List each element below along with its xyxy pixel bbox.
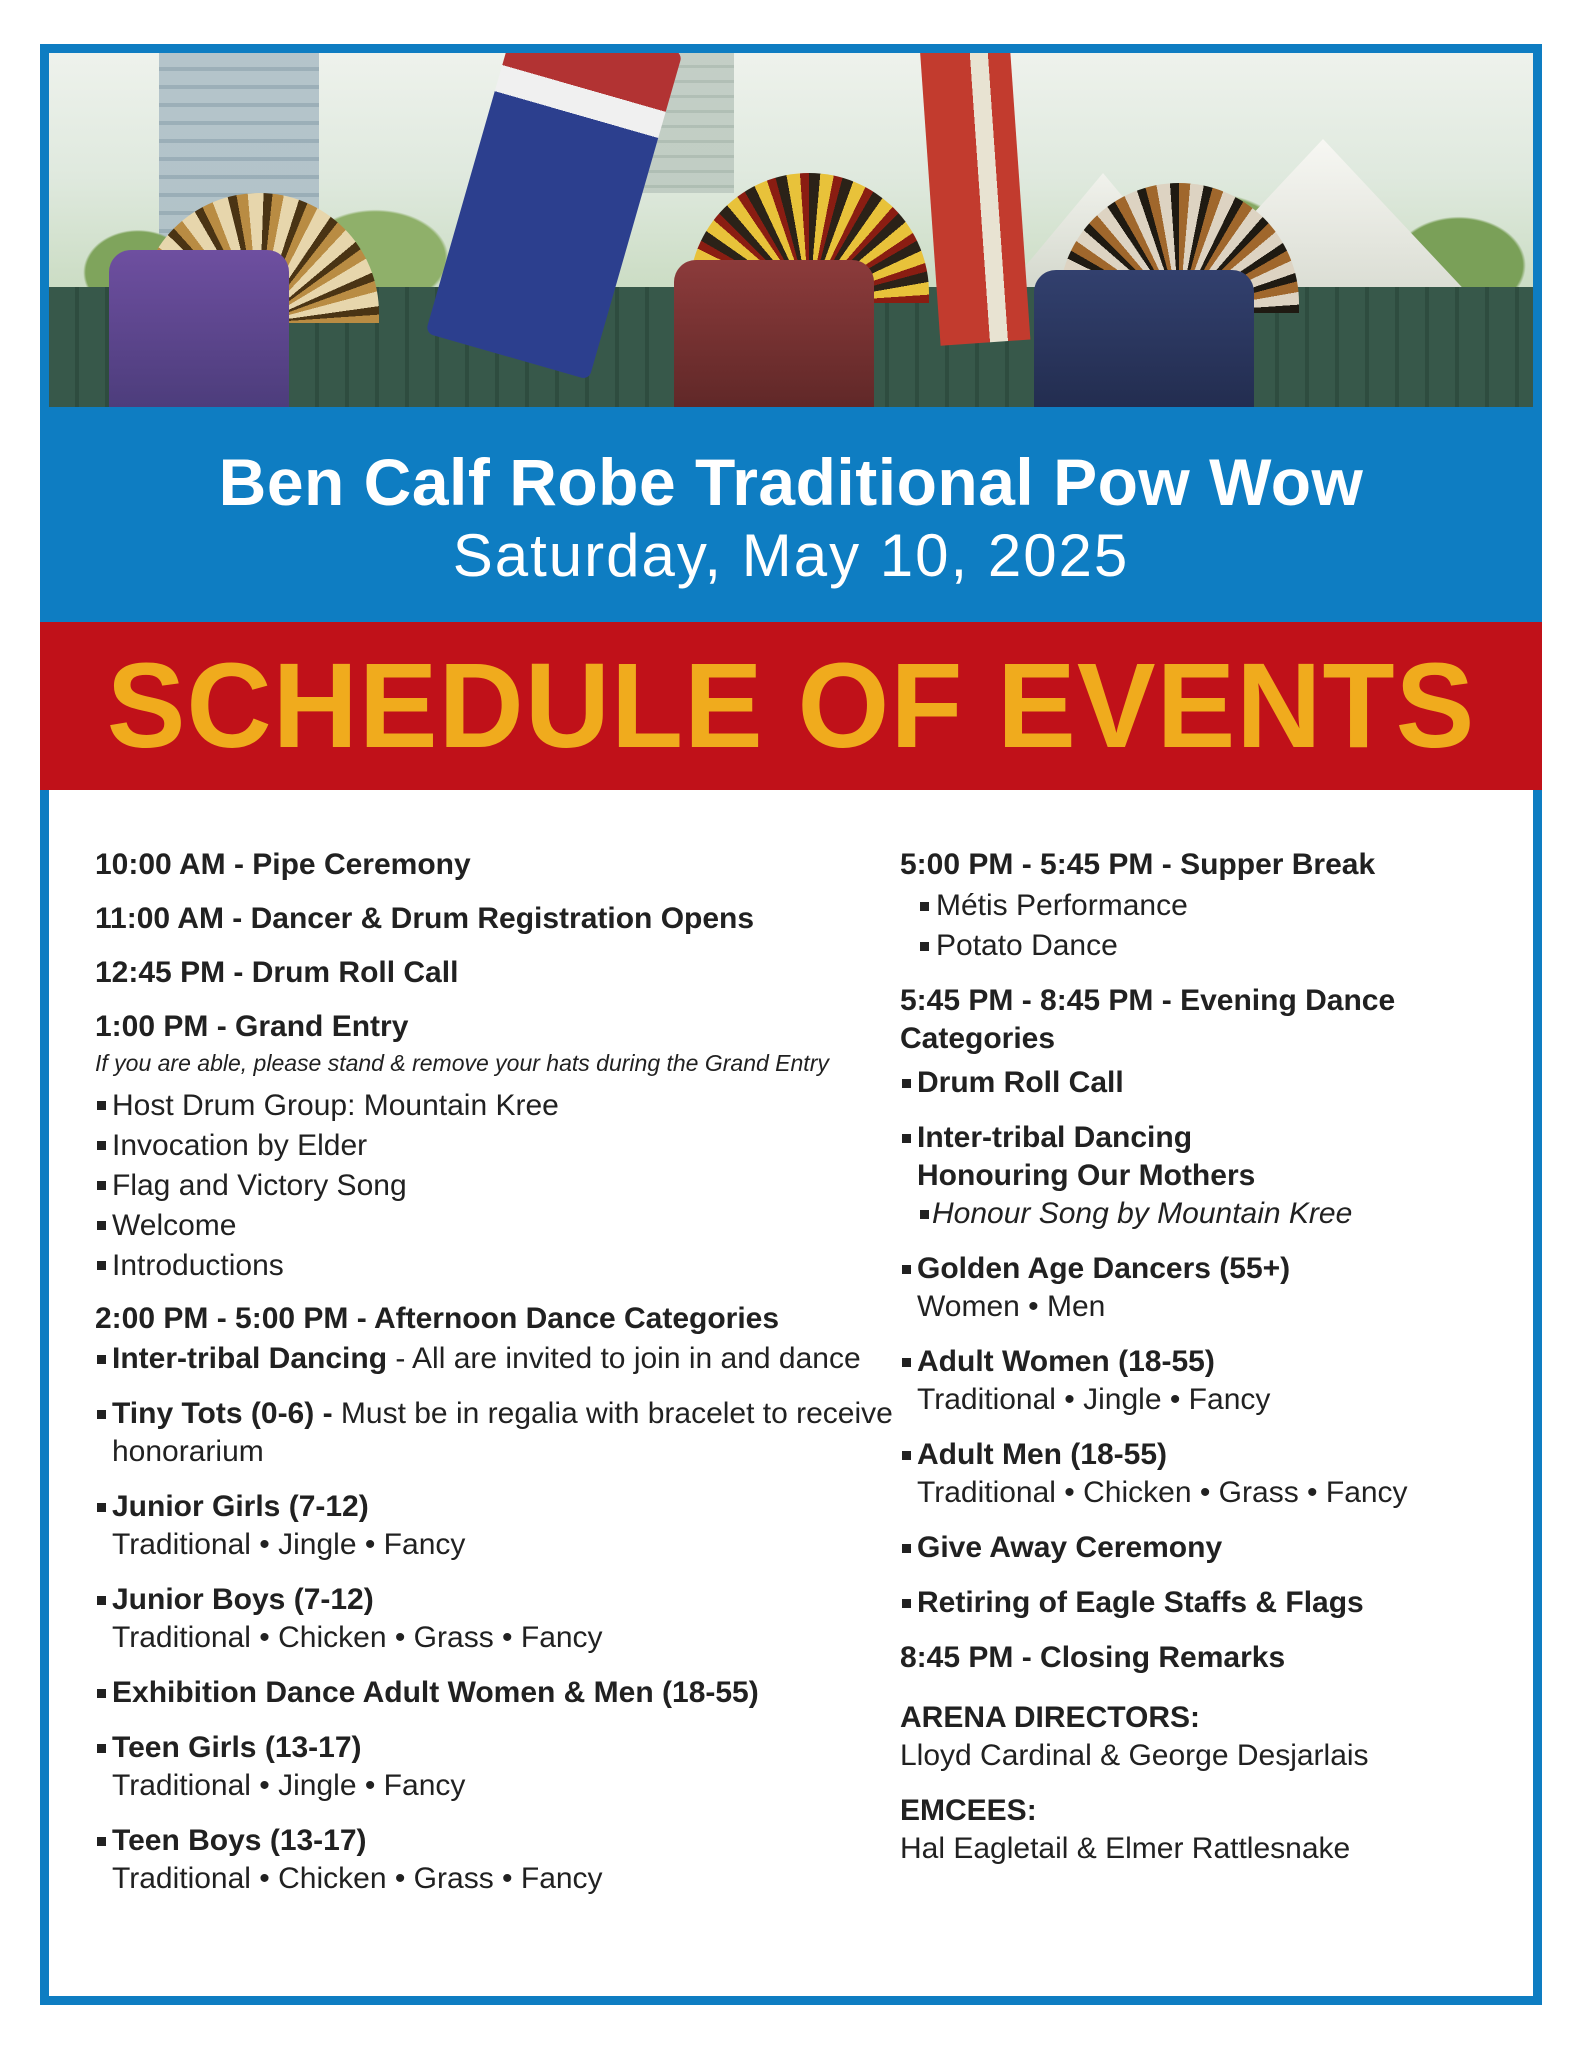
list-item (95, 1822, 907, 1898)
list-item (95, 1395, 907, 1471)
bullet-icon (902, 1134, 911, 1143)
category-name: Honouring Our Mothers (917, 1159, 1256, 1192)
list-item-text: Métis Performance (936, 889, 1188, 922)
arena-directors-block (900, 1699, 1512, 1775)
category-name: Adult Women (18-55) (917, 1345, 1215, 1378)
list-item (900, 1584, 1512, 1622)
category-name: Inter-tribal Dancing (112, 1342, 388, 1375)
list-item (95, 1581, 907, 1657)
category-name: Teen Girls (13-17) (112, 1731, 362, 1764)
category-name: Adult Men (18-55) (917, 1438, 1168, 1471)
bullet-icon (97, 1410, 106, 1419)
bullet-icon (902, 1358, 911, 1367)
bullet-icon (902, 1544, 911, 1553)
list-item (900, 1436, 1512, 1512)
list-item-text: Honour Song by Mountain Kree (932, 1197, 1353, 1230)
bullet-icon (97, 1503, 106, 1512)
header-photo (49, 53, 1533, 407)
list-item-text: Introductions (112, 1249, 284, 1282)
bullet-icon (902, 1265, 911, 1274)
category-name: Teen Boys (13-17) (112, 1824, 367, 1857)
category-styles: Women • Men (917, 1290, 1106, 1323)
bullet-icon (902, 1079, 911, 1088)
category-name: Junior Girls (7-12) (112, 1490, 369, 1523)
list-item-text: Potato Dance (936, 929, 1118, 962)
arena-directors-label: ARENA DIRECTORS: (900, 1701, 1201, 1734)
schedule-heading-pipe-ceremony: 10:00 AM - Pipe Ceremony (95, 848, 471, 881)
list-item-text: Welcome (112, 1209, 237, 1242)
photo-decoration (674, 260, 874, 407)
list-item (95, 1340, 907, 1378)
list-item (900, 926, 1512, 966)
category-name: Junior Boys (7-12) (112, 1583, 374, 1616)
category-description: - All are invited to join in and dance (387, 1342, 861, 1375)
schedule-content (49, 790, 1533, 1996)
schedule-column-left (95, 846, 907, 1915)
list-item (95, 1729, 907, 1805)
list-item (95, 1166, 907, 1206)
category-styles: Traditional • Chicken • Grass • Fancy (112, 1862, 603, 1895)
schedule-heading-registration: 11:00 AM - Dancer & Drum Registration Opens (95, 902, 755, 935)
category-styles: Traditional • Chicken • Grass • Fancy (112, 1621, 603, 1654)
schedule-heading-drum-roll-call: 12:45 PM - Drum Roll Call (95, 956, 459, 989)
schedule-heading-evening: 5:45 PM - 8:45 PM - Evening Dance Categories (900, 984, 1396, 1055)
poster-frame (40, 44, 1542, 2005)
bullet-icon (97, 1744, 106, 1753)
list-item (900, 1064, 1512, 1102)
bullet-icon (920, 1210, 929, 1219)
title-banner (40, 407, 1542, 622)
list-item (95, 1206, 907, 1246)
schedule-column-right (900, 846, 1512, 1885)
schedule-heading-afternoon: 2:00 PM - 5:00 PM - Afternoon Dance Categories (95, 1302, 780, 1335)
list-item (900, 1529, 1512, 1567)
bullet-icon (902, 1451, 911, 1460)
list-item (900, 1343, 1512, 1419)
list-item-text: Invocation by Elder (112, 1129, 368, 1162)
schedule-banner-title: SCHEDULE OF EVENTS (106, 638, 1476, 774)
list-item (900, 1119, 1512, 1233)
emcees-label: EMCEES: (900, 1794, 1037, 1827)
bullet-icon (97, 1596, 106, 1605)
bullet-icon (97, 1181, 106, 1190)
photo-decoration (1034, 270, 1254, 407)
category-name: Golden Age Dancers (55+) (917, 1252, 1291, 1285)
bullet-icon (97, 1221, 106, 1230)
category-name: Tiny Tots (0-6) - (112, 1397, 341, 1430)
emcees-block (900, 1792, 1512, 1868)
schedule-heading-closing: 8:45 PM - Closing Remarks (900, 1641, 1286, 1674)
list-item (900, 1250, 1512, 1326)
category-name: Drum Roll Call (917, 1066, 1124, 1099)
list-item (95, 1126, 907, 1166)
list-item-text: Host Drum Group: Mountain Kree (112, 1089, 559, 1122)
category-styles: Traditional • Chicken • Grass • Fancy (917, 1476, 1408, 1509)
list-item-text: Flag and Victory Song (112, 1169, 407, 1202)
bullet-icon (920, 942, 929, 951)
category-name: Give Away Ceremony (917, 1531, 1223, 1564)
emcees-names: Hal Eagletail & Elmer Rattlesnake (900, 1832, 1351, 1865)
list-item (95, 1674, 907, 1712)
bullet-icon (902, 1599, 911, 1608)
bullet-icon (97, 1837, 106, 1846)
bullet-icon (97, 1101, 106, 1110)
schedule-heading-supper-break: 5:00 PM - 5:45 PM - Supper Break (900, 848, 1376, 881)
bullet-icon (97, 1689, 106, 1698)
list-item (95, 1086, 907, 1126)
list-item (900, 886, 1512, 926)
schedule-heading-grand-entry: 1:00 PM - Grand Entry (95, 1010, 409, 1043)
bullet-icon (97, 1141, 106, 1150)
bullet-icon (920, 902, 929, 911)
grand-entry-note: If you are able, please stand & remove your hats during the Grand Entry (95, 1050, 829, 1076)
bullet-icon (97, 1261, 106, 1270)
category-name: Retiring of Eagle Staffs & Flags (917, 1586, 1364, 1619)
list-item (917, 1195, 1512, 1233)
event-title: Ben Calf Robe Traditional Pow Wow (218, 444, 1364, 519)
schedule-banner (40, 622, 1542, 790)
bullet-icon (97, 1355, 106, 1364)
category-styles: Traditional • Jingle • Fancy (917, 1383, 1271, 1416)
arena-directors-names: Lloyd Cardinal & George Desjarlais (900, 1739, 1369, 1772)
list-item (95, 1488, 907, 1564)
category-name: Inter-tribal Dancing (917, 1121, 1193, 1154)
event-date: Saturday, May 10, 2025 (452, 521, 1130, 589)
category-name: Exhibition Dance Adult Women & Men (18-55) (112, 1676, 759, 1709)
category-styles: Traditional • Jingle • Fancy (112, 1528, 466, 1561)
category-description: Must be in regalia with bracelet to receive honorarium (112, 1397, 893, 1468)
grand-entry-list (95, 1086, 907, 1286)
list-item (95, 1246, 907, 1286)
category-styles: Traditional • Jingle • Fancy (112, 1769, 466, 1802)
photo-decoration (109, 250, 289, 407)
